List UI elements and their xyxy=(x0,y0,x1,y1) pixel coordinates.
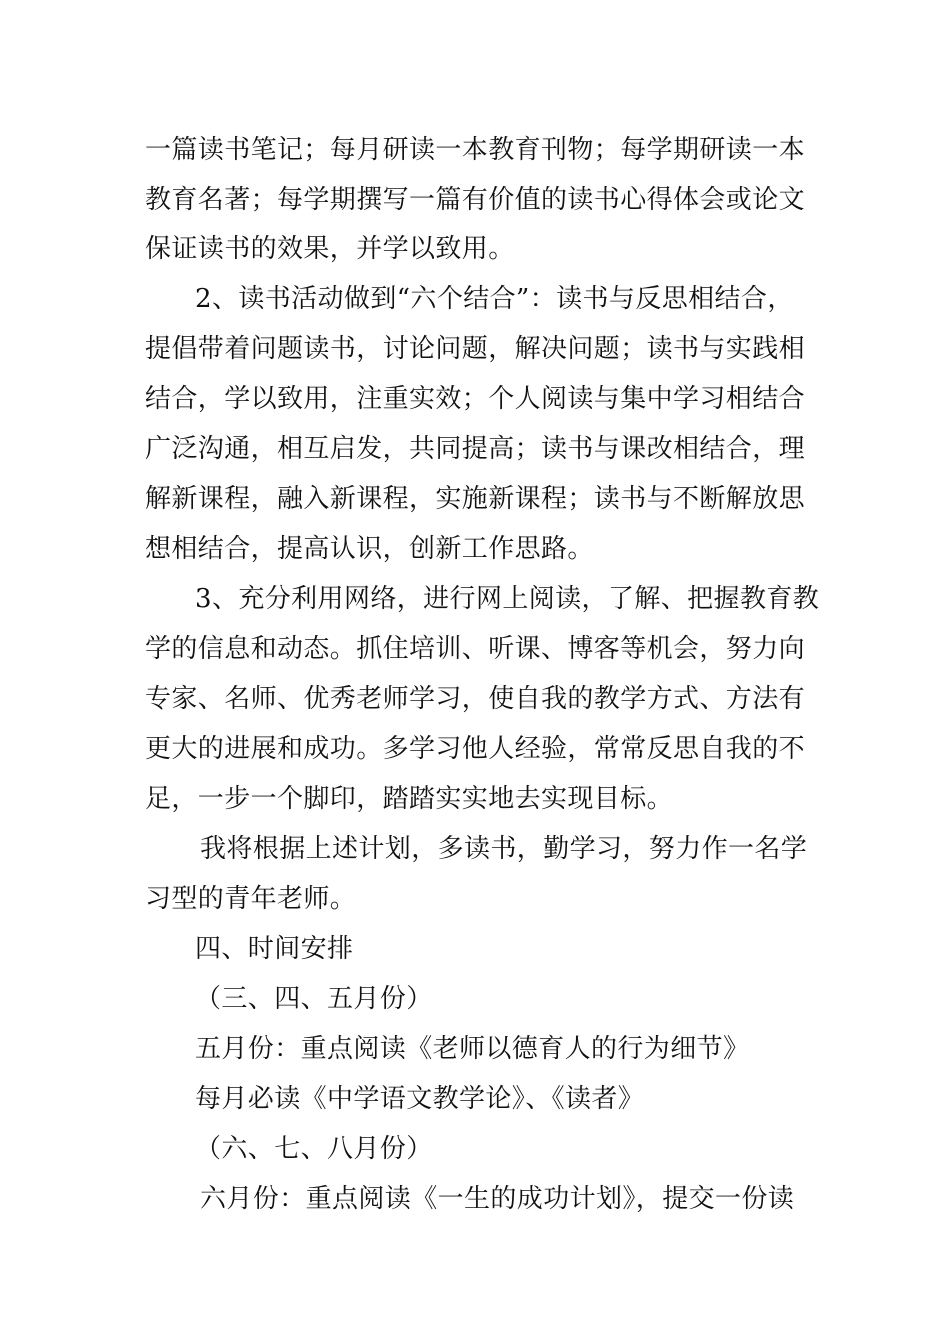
text-line: 一篇读书笔记；每月研读一本教育刊物；每学期研读一本 xyxy=(145,135,806,165)
text-line: 习型的青年老师。 xyxy=(145,884,357,914)
text-line: 更大的进展和成功。多学习他人经验，常常反思自我的不 xyxy=(145,734,806,764)
text-line: 六月份：重点阅读《一生的成功计划》，提交一份读 xyxy=(200,1184,795,1214)
text-line: 专家、名师、优秀老师学习，使自我的教学方式、方法有 xyxy=(145,684,806,714)
text-line: 2、读书活动做到“六个结合”：读书与反思相结合， xyxy=(195,284,794,314)
text-line: 学的信息和动态。抓住培训、听课、博客等机会，努力向 xyxy=(145,634,806,664)
text-line: 足，一步一个脚印，踏踏实实地去实现目标。 xyxy=(145,784,674,814)
text-line: 提倡带着问题读书，讨论问题，解决问题；读书与实践相 xyxy=(145,334,806,364)
text-line: 每月必读《中学语文教学论》、《读者》 xyxy=(195,1084,645,1114)
text-line: 我将根据上述计划，多读书，勤学习，努力作一名学 xyxy=(200,834,808,864)
text-line: 教育名著；每学期撰写一篇有价值的读书心得体会或论文 xyxy=(145,185,806,215)
text-line: （六、七、八月份） xyxy=(195,1134,433,1164)
text-line: 保证读书的效果，并学以致用。 xyxy=(145,234,515,264)
text-line: 广泛沟通，相互启发，共同提高；读书与课改相结合，理 xyxy=(145,434,806,464)
text-line: 解新课程，融入新课程，实施新课程；读书与不断解放思 xyxy=(145,484,806,514)
text-line: （三、四、五月份） xyxy=(195,984,433,1014)
text-line: 想相结合，提高认识，创新工作思路。 xyxy=(145,534,594,564)
section-heading: 四、时间安排 xyxy=(195,934,354,964)
text-line: 五月份：重点阅读《老师以德育人的行为细节》 xyxy=(195,1034,750,1064)
text-line: 3、充分利用网络，进行网上阅读，了解、把握教育教 xyxy=(195,584,820,614)
text-line: 结合，学以致用，注重实效；个人阅读与集中学习相结合 xyxy=(145,384,806,414)
